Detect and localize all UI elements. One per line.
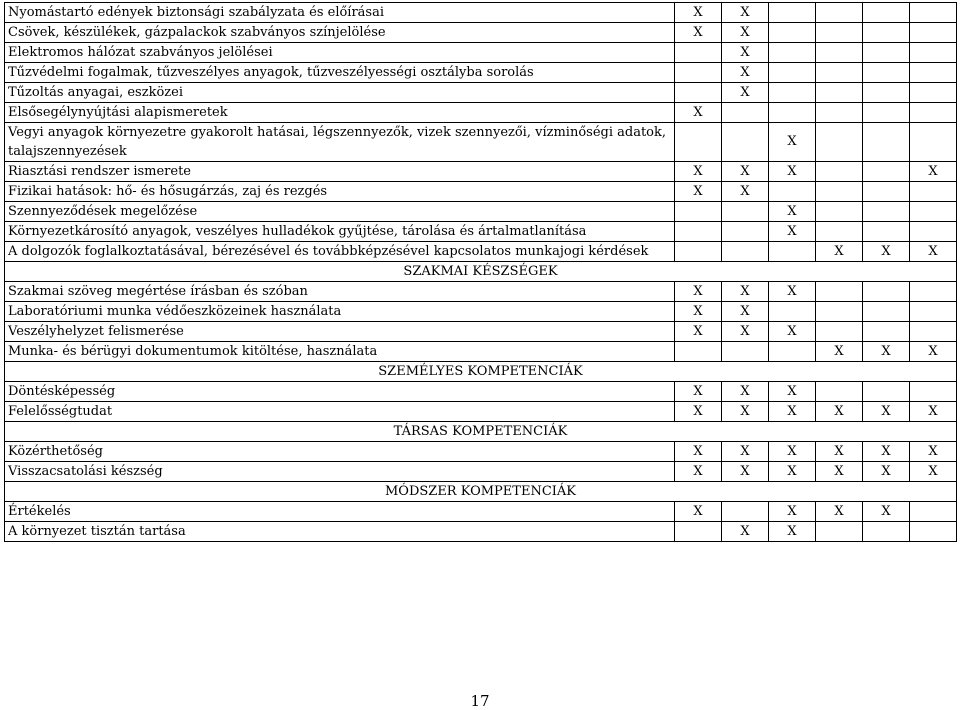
mark-cell-col-5 <box>863 522 910 542</box>
mark-cell-col-6 <box>910 222 957 242</box>
mark-cell-col-5 <box>863 43 910 63</box>
mark-cell-col-4 <box>816 382 863 402</box>
mark-cell-col-1: X <box>675 3 722 23</box>
row-label: Csövek, készülékek, gázpalackok szabványos színjelölése <box>5 23 675 43</box>
mark-cell-col-6 <box>910 302 957 322</box>
mark-cell-col-6: X <box>910 442 957 462</box>
mark-cell-col-5: X <box>863 462 910 482</box>
table-row <box>5 242 957 262</box>
mark-cell-col-6 <box>910 83 957 103</box>
mark-cell-col-2: X <box>722 182 769 202</box>
row-label: Közérthetőség <box>5 442 675 462</box>
mark-cell-col-3 <box>769 182 816 202</box>
mark-cell-col-1: X <box>675 23 722 43</box>
mark-cell-col-2: X <box>722 322 769 342</box>
mark-cell-col-3 <box>769 83 816 103</box>
mark-cell-col-6 <box>910 382 957 402</box>
mark-cell-col-4 <box>816 23 863 43</box>
mark-cell-col-3 <box>769 23 816 43</box>
row-label: Fizikai hatások: hő- és hősugárzás, zaj és rezgés <box>5 182 675 202</box>
mark-cell-col-4 <box>816 3 863 23</box>
mark-cell-col-2: X <box>722 442 769 462</box>
section-header: MÓDSZER KOMPETENCIÁK <box>5 482 957 502</box>
mark-cell-col-3 <box>769 63 816 83</box>
table-row <box>5 462 957 482</box>
mark-cell-col-4 <box>816 123 863 162</box>
mark-cell-col-2: X <box>722 23 769 43</box>
mark-cell-col-5 <box>863 282 910 302</box>
row-label: Elektromos hálózat szabványos jelölései <box>5 43 675 63</box>
mark-cell-col-6 <box>910 63 957 83</box>
mark-cell-col-3 <box>769 342 816 362</box>
mark-cell-col-2: X <box>722 3 769 23</box>
table-row <box>5 322 957 342</box>
row-label: Visszacsatolási készség <box>5 462 675 482</box>
mark-cell-col-1 <box>675 222 722 242</box>
mark-cell-col-1: X <box>675 382 722 402</box>
table-row <box>5 162 957 182</box>
mark-cell-col-5 <box>863 322 910 342</box>
mark-cell-col-6 <box>910 103 957 123</box>
mark-cell-col-6 <box>910 282 957 302</box>
mark-cell-col-6 <box>910 123 957 162</box>
row-label: Veszélyhelyzet felismerése <box>5 322 675 342</box>
mark-cell-col-4 <box>816 103 863 123</box>
row-label: A dolgozók foglalkoztatásával, bérezésével és továbbképzésével kapcsolatos munkajogi kérdések <box>5 242 675 262</box>
mark-cell-col-2: X <box>722 43 769 63</box>
table-row <box>5 302 957 322</box>
mark-cell-col-6 <box>910 322 957 342</box>
mark-cell-col-3: X <box>769 202 816 222</box>
row-label: Tűzoltás anyagai, eszközei <box>5 83 675 103</box>
row-label: Környezetkárosító anyagok, veszélyes hulladékok gyűjtése, tárolása és ártalmatlanítása <box>5 222 675 242</box>
mark-cell-col-2 <box>722 202 769 222</box>
mark-cell-col-2: X <box>722 282 769 302</box>
mark-cell-col-2 <box>722 103 769 123</box>
row-label: A környezet tisztán tartása <box>5 522 675 542</box>
mark-cell-col-2: X <box>722 522 769 542</box>
row-label: Laboratóriumi munka védőeszközeinek használata <box>5 302 675 322</box>
mark-cell-col-3: X <box>769 502 816 522</box>
mark-cell-col-1 <box>675 342 722 362</box>
section-header: SZEMÉLYES KOMPETENCIÁK <box>5 362 957 382</box>
mark-cell-col-5 <box>863 382 910 402</box>
mark-cell-col-2 <box>722 123 769 162</box>
mark-cell-col-4 <box>816 322 863 342</box>
mark-cell-col-5: X <box>863 402 910 422</box>
row-label: Szakmai szöveg megértése írásban és szóban <box>5 282 675 302</box>
mark-cell-col-3 <box>769 43 816 63</box>
row-label: Munka- és bérügyi dokumentumok kitöltése, használata <box>5 342 675 362</box>
table-row <box>5 3 957 23</box>
mark-cell-col-6: X <box>910 402 957 422</box>
mark-cell-col-3: X <box>769 382 816 402</box>
mark-cell-col-3: X <box>769 282 816 302</box>
row-label: Döntésképesség <box>5 382 675 402</box>
table-row <box>5 342 957 362</box>
section-header-row <box>5 362 957 382</box>
mark-cell-col-1 <box>675 123 722 162</box>
row-label: Tűzvédelmi fogalmak, tűzveszélyes anyagok, tűzveszélyességi osztályba sorolás <box>5 63 675 83</box>
mark-cell-col-1: X <box>675 182 722 202</box>
mark-cell-col-3: X <box>769 123 816 162</box>
mark-cell-col-5 <box>863 302 910 322</box>
mark-cell-col-6 <box>910 522 957 542</box>
row-label: Riasztási rendszer ismerete <box>5 162 675 182</box>
mark-cell-col-5 <box>863 182 910 202</box>
mark-cell-col-4: X <box>816 502 863 522</box>
mark-cell-col-3: X <box>769 522 816 542</box>
mark-cell-col-2 <box>722 222 769 242</box>
mark-cell-col-1: X <box>675 103 722 123</box>
mark-cell-col-4: X <box>816 462 863 482</box>
mark-cell-col-4: X <box>816 402 863 422</box>
mark-cell-col-3 <box>769 242 816 262</box>
mark-cell-col-5 <box>863 162 910 182</box>
mark-cell-col-4: X <box>816 442 863 462</box>
mark-cell-col-2 <box>722 242 769 262</box>
mark-cell-col-1 <box>675 242 722 262</box>
table-row <box>5 522 957 542</box>
mark-cell-col-5 <box>863 63 910 83</box>
mark-cell-col-4 <box>816 522 863 542</box>
table-row <box>5 103 957 123</box>
mark-cell-col-1: X <box>675 402 722 422</box>
table-row <box>5 502 957 522</box>
mark-cell-col-5 <box>863 83 910 103</box>
mark-cell-col-1: X <box>675 502 722 522</box>
section-header-row <box>5 422 957 442</box>
mark-cell-col-4 <box>816 182 863 202</box>
mark-cell-col-4: X <box>816 342 863 362</box>
mark-cell-col-4 <box>816 83 863 103</box>
mark-cell-col-5: X <box>863 502 910 522</box>
mark-cell-col-1: X <box>675 442 722 462</box>
mark-cell-col-1 <box>675 43 722 63</box>
mark-cell-col-6 <box>910 182 957 202</box>
mark-cell-col-1 <box>675 63 722 83</box>
mark-cell-col-2: X <box>722 302 769 322</box>
table-row <box>5 43 957 63</box>
mark-cell-col-5: X <box>863 242 910 262</box>
mark-cell-col-5 <box>863 103 910 123</box>
mark-cell-col-5 <box>863 202 910 222</box>
mark-cell-col-6: X <box>910 162 957 182</box>
mark-cell-col-3: X <box>769 162 816 182</box>
table-row <box>5 442 957 462</box>
mark-cell-col-6: X <box>910 242 957 262</box>
section-header-row <box>5 262 957 282</box>
mark-cell-col-2: X <box>722 382 769 402</box>
mark-cell-col-6 <box>910 3 957 23</box>
section-header: SZAKMAI KÉSZSÉGEK <box>5 262 957 282</box>
mark-cell-col-3 <box>769 302 816 322</box>
mark-cell-col-4 <box>816 302 863 322</box>
row-label: Felelősségtudat <box>5 402 675 422</box>
mark-cell-col-2: X <box>722 462 769 482</box>
mark-cell-col-4 <box>816 43 863 63</box>
page-number: 17 <box>470 692 490 710</box>
mark-cell-col-6 <box>910 23 957 43</box>
mark-cell-col-2: X <box>722 162 769 182</box>
mark-cell-col-1: X <box>675 282 722 302</box>
mark-cell-col-4 <box>816 282 863 302</box>
row-label: Szennyeződések megelőzése <box>5 202 675 222</box>
mark-cell-col-6 <box>910 502 957 522</box>
mark-cell-col-3: X <box>769 442 816 462</box>
mark-cell-col-3 <box>769 103 816 123</box>
mark-cell-col-5: X <box>863 442 910 462</box>
table-row <box>5 222 957 242</box>
mark-cell-col-4: X <box>816 242 863 262</box>
section-header: TÁRSAS KOMPETENCIÁK <box>5 422 957 442</box>
mark-cell-col-5 <box>863 23 910 43</box>
mark-cell-col-6: X <box>910 342 957 362</box>
mark-cell-col-1: X <box>675 322 722 342</box>
mark-cell-col-5 <box>863 222 910 242</box>
row-label: Elsősegélynyújtási alapismeretek <box>5 103 675 123</box>
mark-cell-col-5: X <box>863 342 910 362</box>
mark-cell-col-6: X <box>910 462 957 482</box>
table-row <box>5 202 957 222</box>
section-header-row <box>5 482 957 502</box>
competency-table <box>4 2 957 542</box>
mark-cell-col-6 <box>910 202 957 222</box>
mark-cell-col-4 <box>816 63 863 83</box>
mark-cell-col-2 <box>722 342 769 362</box>
mark-cell-col-6 <box>910 43 957 63</box>
table-row <box>5 382 957 402</box>
table-row <box>5 402 957 422</box>
mark-cell-col-4 <box>816 202 863 222</box>
table-row <box>5 63 957 83</box>
mark-cell-col-2: X <box>722 63 769 83</box>
mark-cell-col-1 <box>675 522 722 542</box>
mark-cell-col-3: X <box>769 222 816 242</box>
table-row <box>5 282 957 302</box>
mark-cell-col-4 <box>816 162 863 182</box>
mark-cell-col-1: X <box>675 302 722 322</box>
mark-cell-col-1 <box>675 202 722 222</box>
table-row <box>5 23 957 43</box>
mark-cell-col-1 <box>675 83 722 103</box>
mark-cell-col-3: X <box>769 322 816 342</box>
mark-cell-col-5 <box>863 3 910 23</box>
row-label: Értékelés <box>5 502 675 522</box>
competency-table-body <box>5 3 957 542</box>
mark-cell-col-1: X <box>675 462 722 482</box>
mark-cell-col-2: X <box>722 402 769 422</box>
row-label: Vegyi anyagok környezetre gyakorolt hatásai, légszennyezők, vizek szennyezői, vízminőségi adatok, talajszennyezések <box>5 123 675 162</box>
mark-cell-col-5 <box>863 123 910 162</box>
row-label: Nyomástartó edények biztonsági szabályzata és előírásai <box>5 3 675 23</box>
mark-cell-col-2 <box>722 502 769 522</box>
mark-cell-col-4 <box>816 222 863 242</box>
mark-cell-col-1: X <box>675 162 722 182</box>
mark-cell-col-3: X <box>769 462 816 482</box>
mark-cell-col-2: X <box>722 83 769 103</box>
table-row <box>5 182 957 202</box>
mark-cell-col-3: X <box>769 402 816 422</box>
table-row <box>5 83 957 103</box>
mark-cell-col-3 <box>769 3 816 23</box>
table-row <box>5 123 957 162</box>
